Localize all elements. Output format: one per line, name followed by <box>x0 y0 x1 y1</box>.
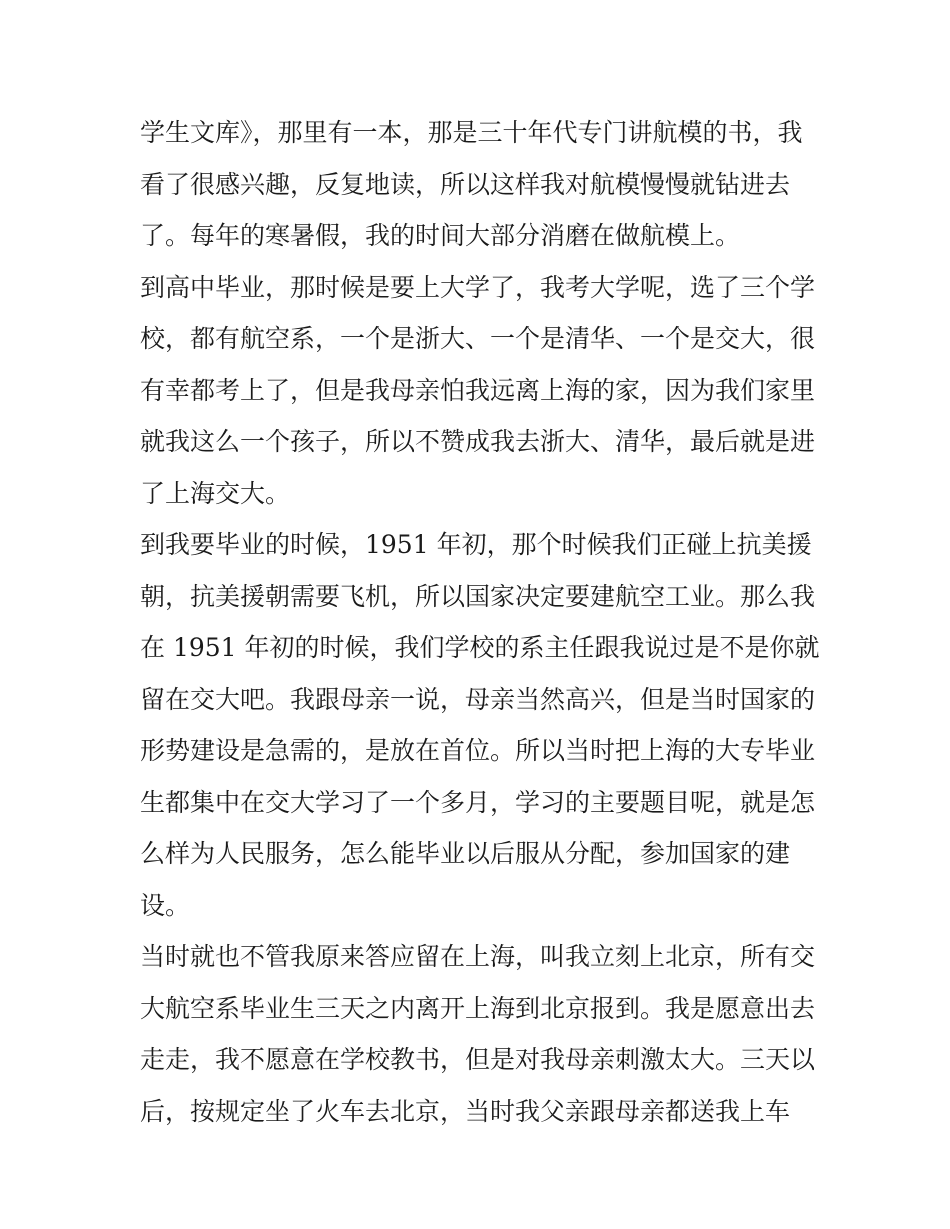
text-line: 形势建设是急需的，是放在首位。所以当时把上海的大专毕业 <box>140 736 816 765</box>
text-line: 大航空系毕业生三天之内离开上海到北京报到。我是愿意出去 <box>140 993 816 1023</box>
text-line: 就我这么一个孩子，所以不赞成我去浙大、清华，最后就是进 <box>140 427 816 456</box>
text-line: 到我要毕业的时候，1951 年初，那个时候我们正碰上抗美援 <box>140 530 812 559</box>
text-line: 朝，抗美援朝需要飞机，所以国家决定要建航空工业。那么我 <box>140 581 816 611</box>
text-line: 后，按规定坐了火车去北京，当时我父亲跟母亲都送我上车 <box>140 1096 791 1126</box>
text-line: 么样为人民服务，怎么能毕业以后服从分配，参加国家的建 <box>140 839 791 868</box>
text-line: 当时就也不管我原来答应留在上海，叫我立刻上北京，所有交 <box>140 942 816 971</box>
text-line: 生都集中在交大学习了一个多月，学习的主要题目呢，就是怎 <box>140 787 816 817</box>
text-line: 校，都有航空系，一个是浙大、一个是清华、一个是交大，很 <box>140 324 816 353</box>
text-line: 走走，我不愿意在学校教书，但是对我母亲刺激太大。三天以 <box>140 1045 816 1074</box>
text-line: 了。每年的寒暑假，我的时间大部分消磨在做航模上。 <box>140 221 741 250</box>
text-line: 设。 <box>140 890 191 920</box>
text-line: 学生文库》，那里有一本，那是三十年代专门讲航模的书，我 <box>140 118 803 147</box>
body-text <box>140 107 820 1137</box>
text-line: 留在交大吧。我跟母亲一说，母亲当然高兴，但是当时国家的 <box>140 684 816 714</box>
text-line: 了上海交大。 <box>140 478 291 508</box>
text-line: 到高中毕业，那时候是要上大学了，我考大学呢，选了三个学 <box>140 272 816 302</box>
text-line: 有幸都考上了，但是我母亲怕我远离上海的家，因为我们家里 <box>140 375 816 405</box>
text-line: 在 1951 年初的时候，我们学校的系主任跟我说过是不是你就 <box>140 633 820 662</box>
text-line: 看了很感兴趣，反复地读，所以这样我对航模慢慢就钻进去 <box>140 169 791 199</box>
